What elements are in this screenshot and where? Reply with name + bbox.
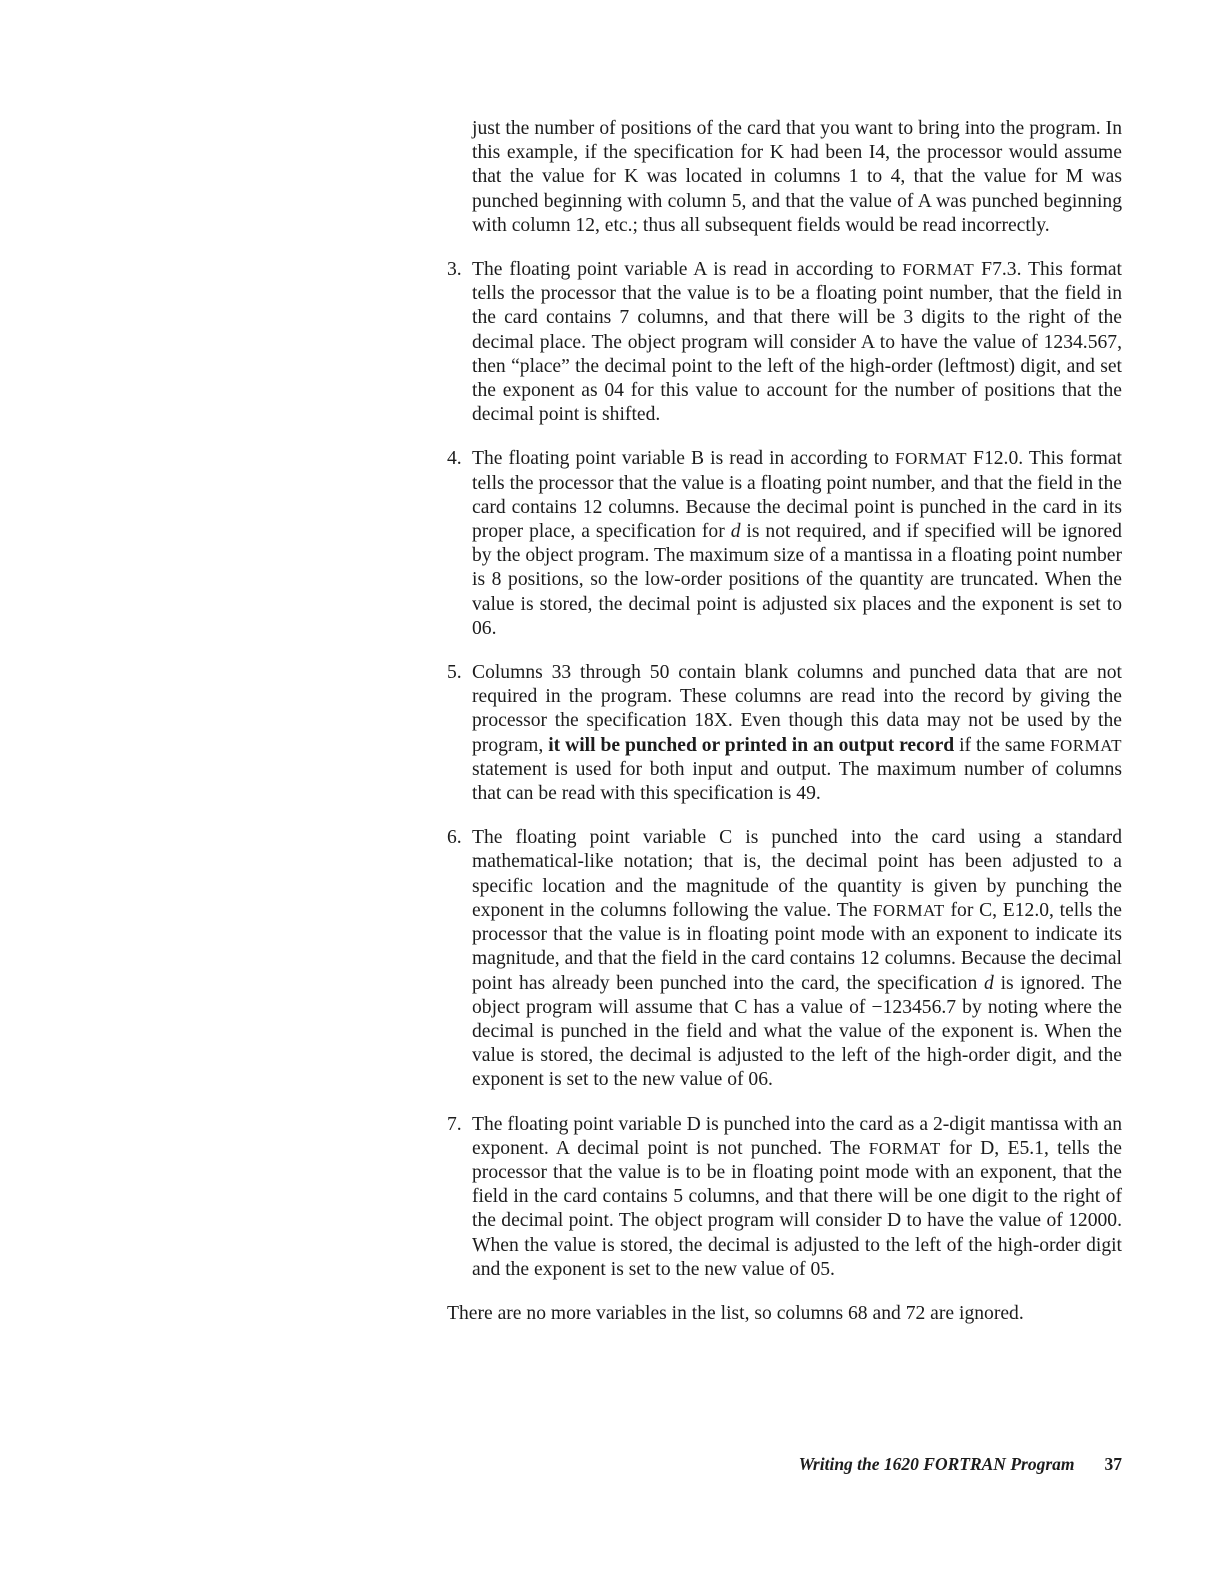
page-number: 37 <box>1104 1454 1122 1474</box>
format-keyword: FORMAT <box>868 1138 941 1158</box>
format-keyword: FORMAT <box>902 260 975 280</box>
format-keyword: FORMAT <box>1050 735 1122 755</box>
italic-d: d <box>730 521 741 543</box>
closing-paragraph: There are no more variables in the list, so columns 68 and 72 are ignored. <box>447 1302 1024 1324</box>
item-number: 7. <box>447 1113 462 1135</box>
footer-title: Writing the 1620 FORTRAN Program <box>798 1454 1075 1474</box>
page-body <box>447 117 1122 1326</box>
item-number: 4. <box>447 448 462 470</box>
format-keyword: FORMAT <box>895 449 967 469</box>
item-number: 3. <box>447 259 462 281</box>
format-keyword: FORMAT <box>872 900 945 920</box>
item-text: The floating point variable D is punched into the card as a 2-digit mantissa with an exponent. A decimal point is not punched. The FORMAT for D, E5.1, tells the processor that the value is to be in floating point mode with an exponent, that the field in the card contains 5 columns, and that there will be one digit to the right of the decimal point. The object program will consider D to have the value of 12000. When the value is stored, the decimal is adjusted to the left of the high-order digit and the exponent is set to the new value of 05. <box>472 1113 1122 1280</box>
intro-paragraph: just the number of positions of the card that you want to bring into the program. In this example, if the specification for K had been I4, the processor would assume that the value for K was located in columns 1 to 4, that the value for M was punched beginning with column 5, and that the value of A was punched beginning with column 12, etc.; thus all subsequent fields would be read incorrectly. <box>472 118 1122 236</box>
item-number: 6. <box>447 827 462 849</box>
page-footer <box>770 1454 1122 1475</box>
list-item <box>447 447 1122 641</box>
list-item <box>447 258 1122 427</box>
item-number: 5. <box>447 662 462 684</box>
list-item <box>447 1113 1122 1282</box>
item-text: Columns 33 through 50 contain blank columns and punched data that are not required in the program. These columns are read into the record by giving the processor the specification 18X. Even though this data may not be used by the program, it will be punched or printed in an output record if the same FORMAT statement is used for both input and output. The maximum number of columns that can be read with this specification is 49. <box>472 662 1122 805</box>
item-text: The floating point variable B is read in according to FORMAT F12.0. This format tells the processor that the value is a floating point number, and that the field in the card contains 12 columns. Because the decimal point is punched in the card in its proper place, a specification for d is not required, and if specified will be ignored by the object program. The maximum size of a mantissa in a floating point number is 8 positions, so the low-order positions of the quantity are truncated. When the value is stored, the decimal point is adjusted six places and the exponent is set to 06. <box>472 448 1122 639</box>
list-item <box>447 826 1122 1092</box>
list-item <box>447 661 1122 806</box>
bold-emphasis: it will be punched or printed in an output record <box>548 734 955 756</box>
item-text: The floating point variable A is read in according to FORMAT F7.3. This format tells the processor that the value is to be a floating point number, that the field in the card contains 7 columns, and that there will be 3 digits to the right of the decimal place. The object program will consider A to have the value of 1234.567, then “place” the decimal point to the left of the high-order (leftmost) digit, and set the exponent as 04 for this value to account for the number of positions that the decimal point is shifted. <box>472 259 1122 426</box>
item-text: The floating point variable C is punched into the card using a standard mathematical-like notation; that is, the decimal point has been adjusted to a specific location and the magnitude of the quantity is given by punching the exponent in the columns following the value. The FORMAT for C, E12.0, tells the processor that the value is in floating point mode with an exponent to indicate its magnitude, and that the field in the card contains 12 columns. Because the decimal point has already been punched into the card, the specification d is ignored. The object program will assume that C has a value of −123456.7 by noting where the decimal is punched in the field and what the value of the exponent is. When the value is stored, the decimal is adjusted to the left of the high-order digit, and the exponent is set to the new value of 06. <box>472 827 1122 1091</box>
italic-d: d <box>984 972 994 994</box>
